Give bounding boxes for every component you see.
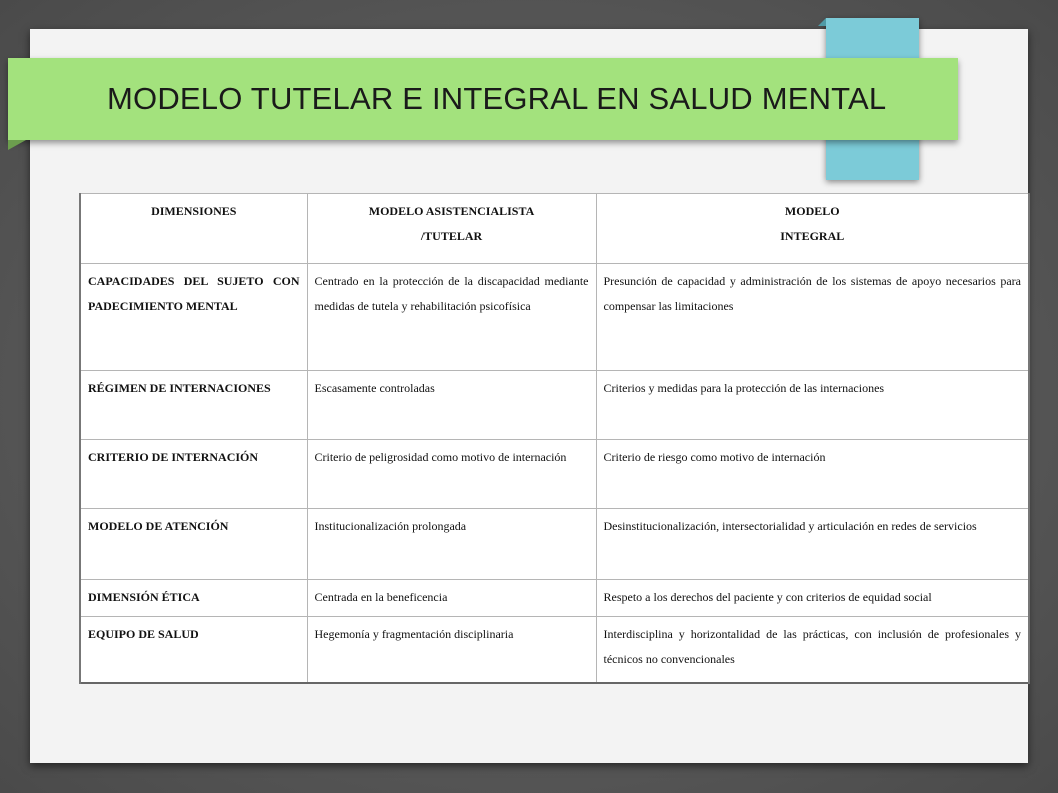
row-dimension: CRITERIO DE INTERNACIÓN — [80, 440, 307, 509]
header-dimensiones — [80, 194, 307, 264]
header-line: /TUTELAR — [420, 229, 483, 243]
comparison-table — [79, 193, 1030, 684]
row-integral: Desinstitucionalización, intersectorialidad y articulación en redes de servicios — [596, 509, 1029, 580]
table-row — [80, 617, 1029, 683]
table-row — [80, 580, 1029, 617]
table-row — [80, 440, 1029, 509]
row-integral: Presunción de capacidad y administración de los sistemas de apoyo necesarios para compensar las limitaciones — [596, 264, 1029, 371]
row-dimension: RÉGIMEN DE INTERNACIONES — [80, 371, 307, 440]
slide-title: MODELO TUTELAR E INTEGRAL EN SALUD MENTAL — [107, 81, 887, 116]
row-dimension: CAPACIDADES DEL SUJETO CON PADECIMIENTO MENTAL — [80, 264, 307, 371]
row-dimension: DIMENSIÓN ÉTICA — [80, 580, 307, 617]
table-row — [80, 264, 1029, 371]
table-row — [80, 371, 1029, 440]
row-integral: Criterio de riesgo como motivo de internación — [596, 440, 1029, 509]
header-line: DIMENSIONES — [151, 204, 237, 218]
row-tutelar: Hegemonía y fragmentación disciplinaria — [307, 617, 596, 683]
row-tutelar: Institucionalización prolongada — [307, 509, 596, 580]
row-tutelar: Escasamente controladas — [307, 371, 596, 440]
header-line: MODELO — [784, 204, 840, 218]
header-line: MODELO ASISTENCIALISTA — [368, 204, 535, 218]
row-dimension: EQUIPO DE SALUD — [80, 617, 307, 683]
header-modelo-tutelar — [307, 194, 596, 264]
row-tutelar: Centrada en la beneficencia — [307, 580, 596, 617]
row-dimension: MODELO DE ATENCIÓN — [80, 509, 307, 580]
table-row — [80, 509, 1029, 580]
table-header-row — [80, 194, 1029, 264]
title-banner — [8, 58, 958, 140]
header-line: INTEGRAL — [780, 229, 845, 243]
row-tutelar: Centrado en la protección de la discapacidad mediante medidas de tutela y rehabilitación psicofísica — [307, 264, 596, 371]
header-modelo-integral — [596, 194, 1029, 264]
row-tutelar: Criterio de peligrosidad como motivo de internación — [307, 440, 596, 509]
row-integral: Interdisciplina y horizontalidad de las prácticas, con inclusión de profesionales y técnicos no convencionales — [596, 617, 1029, 683]
row-integral: Criterios y medidas para la protección de las internaciones — [596, 371, 1029, 440]
row-integral: Respeto a los derechos del paciente y con criterios de equidad social — [596, 580, 1029, 617]
